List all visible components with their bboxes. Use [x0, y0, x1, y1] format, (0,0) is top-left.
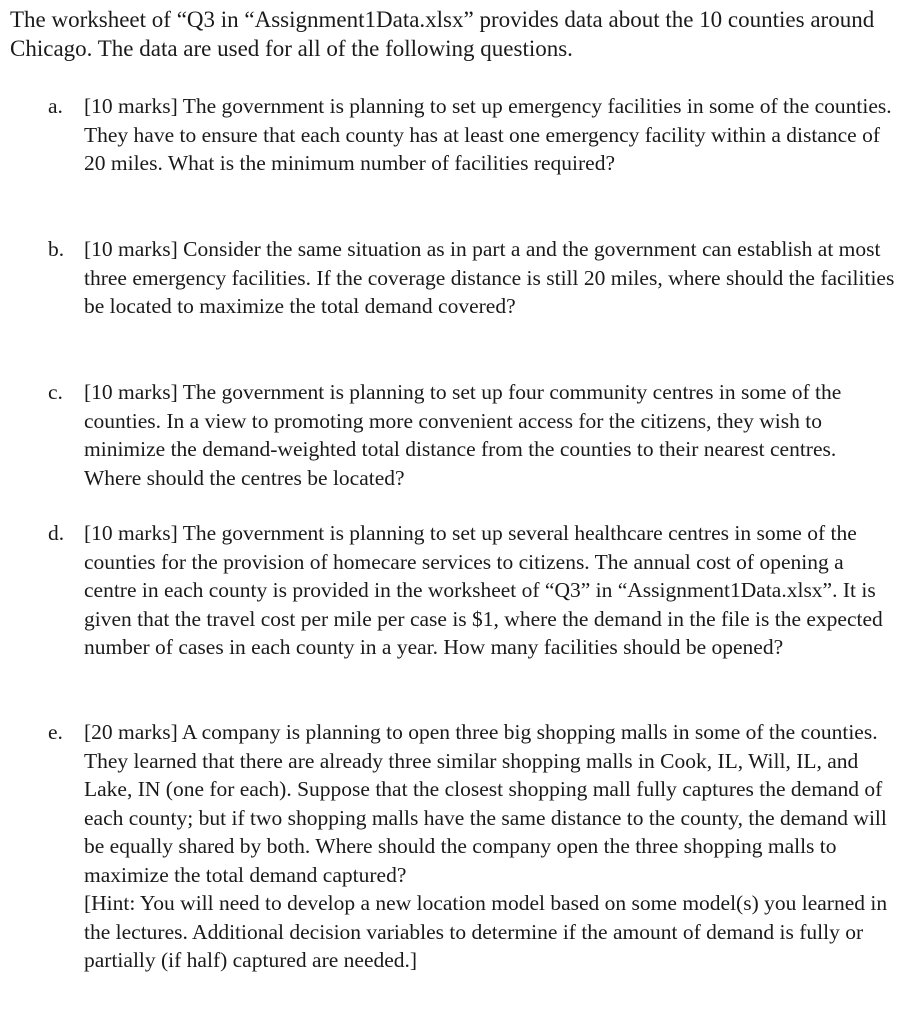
question-a: [48, 92, 898, 178]
question-letter: e.: [48, 720, 63, 744]
question-d: [48, 519, 898, 662]
intro-paragraph: The worksheet of “Q3 in “Assignment1Data.xlsx” provides data about the 10 counties around Chicago. The data are used for all of the following questions.: [10, 7, 875, 61]
question-hint: [Hint: You will need to develop a new location model based on some model(s) you learned in the lectures. Additional decision variables to determine if the amount of demand is fully or partially (if half) captured are needed.]: [84, 891, 888, 972]
question-letter: c.: [48, 380, 63, 404]
question-letter: d.: [48, 521, 65, 545]
question-text: [10 marks] The government is planning to set up four community centres in some of the counties. In a view to promoting more convenient access for the citizens, they wish to minimize the demand-weighted total distance from the counties to their nearest centres. Where should the centres be located?: [84, 380, 842, 490]
question-text: [10 marks] Consider the same situation as in part a and the government can establish at most three emergency facilities. If the coverage distance is still 20 miles, where should the facilities be located to maximize the total demand covered?: [84, 237, 895, 318]
question-text: [10 marks] The government is planning to set up emergency facilities in some of the counties. They have to ensure that each county has at least one emergency facility within a distance of 20 miles. What is the minimum number of facilities required?: [84, 94, 892, 175]
question-body: [84, 718, 898, 975]
question-c: [48, 378, 898, 492]
question-body: [84, 235, 898, 321]
question-e: [48, 718, 898, 975]
question-text: [20 marks] A company is planning to open three big shopping malls in some of the counties. They learned that there are already three similar shopping malls in Cook, IL, Will, IL, and Lake, IN (one for each). Suppose that the closest shopping mall fully captures the demand of each county; but if two shopping malls have the same distance to the county, the demand will be equally shared by both. Where should the company open the three shopping malls to maximize the total demand captured?: [84, 720, 887, 887]
question-text: [10 marks] The government is planning to set up several healthcare centres in some of the counties for the provision of homecare services to citizens. The annual cost of opening a centre in each county is provided in the worksheet of “Q3” in “Assignment1Data.xlsx”. It is given that the travel cost per mile per case is $1, where the demand in the file is the expected number of cases in each county in a year. How many facilities should be opened?: [84, 521, 883, 659]
question-body: [84, 378, 898, 492]
question-letter: b.: [48, 237, 65, 261]
question-body: [84, 519, 898, 662]
question-b: [48, 235, 898, 321]
question-body: [84, 92, 898, 178]
question-letter: a.: [48, 94, 63, 118]
